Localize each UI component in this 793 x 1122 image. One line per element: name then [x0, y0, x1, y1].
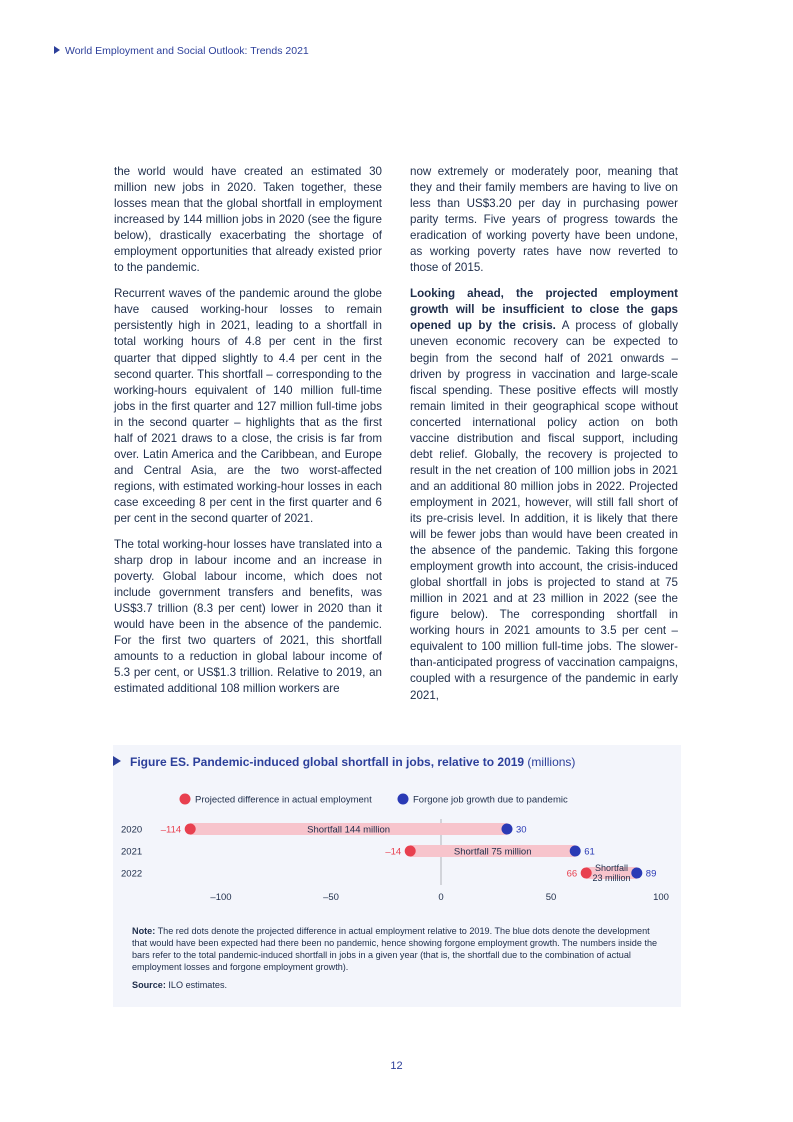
left-text-column — [114, 164, 382, 708]
blue-value-label-2020: 30 — [516, 824, 527, 836]
x-tick-label: –100 — [210, 892, 232, 903]
bar-label-2020: Shortfall 144 million — [307, 824, 391, 836]
x-tick-label: 100 — [653, 892, 669, 903]
x-tick-label: 50 — [545, 892, 557, 903]
right-text-column — [410, 164, 678, 714]
figure-title-text: Figure ES. Pandemic-induced global shortfall in jobs, relative to 2019 — [130, 755, 525, 769]
source-text: ILO estimates. — [165, 980, 228, 990]
shortfall-chart — [113, 745, 681, 920]
note-paragraph — [132, 925, 662, 973]
left-paragraph-2: Recurrent waves of the pandemic around the globe have caused working-hour losses to remain persistently high in 2021, leading to a shortfall in total working hours of 4.8 per cent in the first quarter that dipped slightly to 4.4 per cent in the second quarter. This shortfall – corresponding to the working-hours equivalent of 140 million full-time jobs in the first quarter and 127 million full-time jobs in the second quarter – highlights that as the first half of 2021 draws to a close, the crisis is far from over. Latin America and the Caribbean, and Europe and Central Asia, are the two worst-affected regions, with estimated working-hour losses in each case exceeding 8 per cent in the first quarter and 6 per cent in the second quarter of 2021. — [114, 287, 382, 525]
red-value-label-2021: –14 — [385, 846, 402, 858]
blue-dot-2022 — [631, 868, 642, 879]
blue-value-label-2022: 89 — [645, 868, 657, 880]
bar-label-line-1: Shortfall — [594, 863, 629, 873]
source-label: Source: — [132, 980, 166, 990]
legend-blue-label: Forgone job growth due to pandemic — [413, 794, 568, 806]
bar-label-line-2: 23 million — [592, 873, 631, 883]
left-paragraph-1: the world would have created an estimated 30 million new jobs in 2020. Taken together, these losses mean that the global shortfall in employment increased by 144 million jobs in 2020 (see the figure below), drastically exacerbating the shortage of employment opportunities that already existed prior to the pandemic. — [114, 165, 382, 275]
red-value-label-2020: –114 — [160, 824, 182, 836]
right-paragraph-2-lead: Looking ahead, the projected employment growth will be insufficient to close the gaps opened up by the crisis. — [410, 287, 678, 333]
blue-dot-2021 — [570, 846, 581, 857]
red-value-label-2022: 66 — [566, 868, 578, 880]
running-header — [54, 45, 309, 57]
page-number: 12 — [390, 1060, 403, 1072]
left-paragraph-3: The total working-hour losses have translated into a sharp drop in labour income and an increase in poverty. Global labour income, which does not include government transfers and benefits, was US$3.7 trillion (8.3 per cent) lower in 2020 than it would have been in the absence of the pandemic. For the first two quarters of 2021, this shortfall amounts to a reduction in global labour income of 5.3 per cent, or US$1.3 trillion. Relative to 2019, an estimated additional 108 million workers are — [114, 538, 382, 696]
source-paragraph — [132, 979, 662, 991]
note-label: Note: — [132, 926, 156, 936]
figure-note — [132, 925, 662, 997]
running-title: World Employment and Social Outlook: Trends 2021 — [65, 45, 309, 57]
note-text: The red dots denote the projected difference in actual employment relative to 2019. The blue dots denote the development that would have been expected had there been no pandemic, hence showing forgone employment growth. The numbers inside the bars refer to the total pandemic-induced shortfall in jobs in a given year (that is, the shortfall due to the combination of actual employment losses and forgone employment growth). — [132, 926, 658, 972]
blue-dot-2020 — [502, 824, 513, 835]
bar-label-2022 — [592, 863, 630, 883]
figure-box — [113, 745, 681, 1007]
bar-label-2021: Shortfall 75 million — [453, 846, 532, 858]
figure-unit: (millions) — [524, 755, 576, 769]
row-label-2022: 2022 — [121, 868, 143, 880]
red-dot-2021 — [405, 846, 416, 857]
right-paragraph-2-body: A process of globally uneven economic recovery can be expected to begin from the second half of 2021 onwards – driven by progress in vaccination and large-scale fiscal spending. These positive effects will mostly remain limited in their geographical scope without concerted international policy action on both vaccine distribution and fiscal support, including debt relief. Globally, the recovery is projected to result in the net creation of 100 million jobs in 2021 and an additional 80 million jobs in 2022. Projected employment in 2021, however, will still fall short of its pre-crisis level. In addition, it is likely that there will be fewer jobs than would have been created in the absence of the pandemic. Taking this forgone employment growth into account, the crisis-induced global shortfall in jobs is projected to stand at 75 million in 2021 and at 23 million in 2022 (see the figure below). The corresponding shortfall in working hours in 2021 amounts to 3.5 per cent – equivalent to 100 million full-time jobs. The slower-than-anticipated progress of vaccination campaigns, coupled with a resurgence of the pandemic in early 2021, — [410, 319, 679, 702]
right-paragraph-2 — [410, 286, 678, 703]
triangle-marker-icon — [54, 46, 60, 54]
legend-red-label: Projected difference in actual employment — [195, 794, 372, 806]
row-label-2020: 2020 — [121, 824, 143, 836]
x-tick-label: 0 — [438, 892, 444, 903]
red-dot-2020 — [185, 824, 196, 835]
red-dot-2022 — [581, 868, 592, 879]
x-tick-label: –50 — [323, 892, 339, 903]
right-paragraph-1: now extremely or moderately poor, meaning that they and their family members are having to live on less than US$3.20 per day in purchasing power parity terms. Five years of progress towards the eradication of working poverty have been undone, as working poverty rates have now reverted to those of 2015. — [410, 165, 678, 275]
blue-value-label-2021: 61 — [584, 846, 595, 858]
legend-blue-dot — [398, 794, 409, 805]
row-label-2021: 2021 — [121, 846, 143, 858]
legend-red-dot — [180, 794, 191, 805]
